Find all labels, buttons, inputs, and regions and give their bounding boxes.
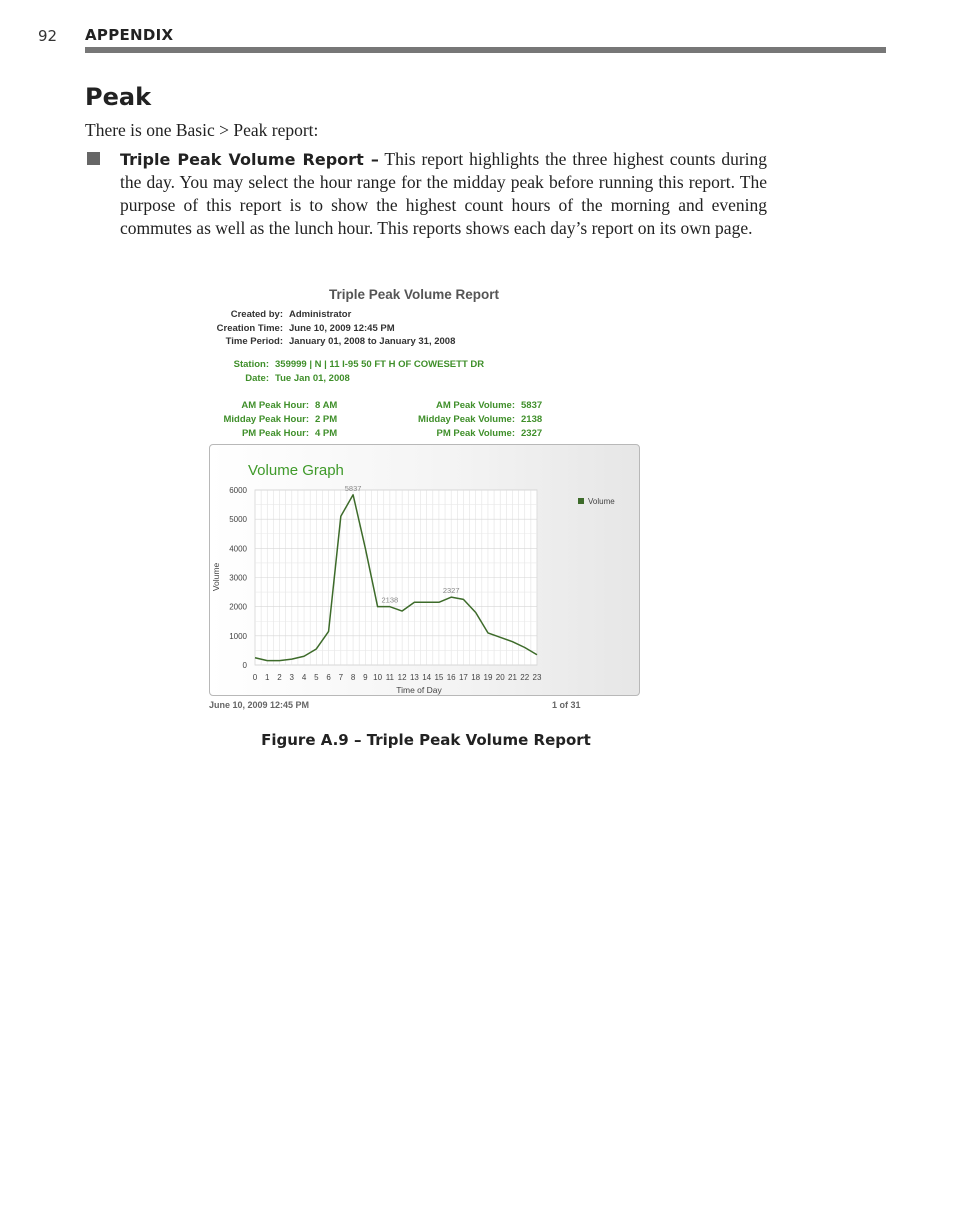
figure-caption: Figure A.9 – Triple Peak Volume Report xyxy=(261,731,591,749)
x-tick-label: 2 xyxy=(277,673,282,682)
peak-label: Midday Peak Hour: xyxy=(223,414,309,425)
x-tick-label: 6 xyxy=(326,673,331,682)
x-tick-label: 17 xyxy=(458,673,468,682)
report-title: Triple Peak Volume Report xyxy=(329,287,500,302)
intro-text: There is one Basic > Peak report: xyxy=(85,120,319,140)
station-value: 359999 | N | 11 I-95 50 FT H OF COWESETT DR xyxy=(275,359,485,370)
meta-value: January 01, 2008 to January 31, 2008 xyxy=(289,336,456,347)
y-tick-label: 2000 xyxy=(229,602,247,612)
volume-graph xyxy=(209,444,640,696)
header-rule xyxy=(85,47,886,53)
running-head: APPENDIX xyxy=(85,26,174,44)
report-footer-date: June 10, 2009 12:45 PM xyxy=(209,700,310,710)
peak-label: PM Peak Volume: xyxy=(436,428,515,439)
x-tick-label: 21 xyxy=(508,673,517,682)
x-tick-label: 14 xyxy=(422,673,432,682)
x-tick-label: 10 xyxy=(373,673,383,682)
peak-value: 8 AM xyxy=(315,400,338,411)
bullet-body: This report highlights the three highest counts during the day. You may select the hour range for the midday peak before running this report. The purpose of this report is to show the highest count hours of the morning and evening commutes as well as the lunch hour. This reports shows each day’s report on its own page. xyxy=(120,149,768,238)
y-tick-label: 6000 xyxy=(229,486,247,495)
x-tick-label: 19 xyxy=(483,673,493,682)
peak-label: AM Peak Volume: xyxy=(435,400,515,411)
report-footer-page: 1 of 31 xyxy=(552,700,581,710)
station-label: Station: xyxy=(233,359,269,370)
meta-value: June 10, 2009 12:45 PM xyxy=(289,323,395,334)
x-tick-label: 5 xyxy=(314,673,319,682)
x-tick-label: 15 xyxy=(434,673,444,682)
legend-swatch xyxy=(578,498,584,504)
legend-label: Volume xyxy=(588,497,615,506)
x-tick-label: 13 xyxy=(409,673,419,682)
y-tick-label: 5000 xyxy=(229,515,247,525)
peak-value: 2327 xyxy=(521,428,543,439)
x-axis-label: Time of Day xyxy=(396,685,442,695)
x-tick-label: 11 xyxy=(385,673,395,682)
data-label: 5837 xyxy=(344,483,362,493)
date-value: Tue Jan 01, 2008 xyxy=(275,373,350,384)
data-label: 2327 xyxy=(442,586,460,596)
peak-value: 4 PM xyxy=(315,428,338,439)
bullet-square-icon xyxy=(87,152,100,165)
x-tick-label: 22 xyxy=(520,673,530,682)
meta-value: Administrator xyxy=(289,309,352,320)
y-tick-label: 0 xyxy=(242,661,247,670)
x-tick-label: 23 xyxy=(532,673,542,682)
x-tick-label: 7 xyxy=(338,673,344,682)
peak-label: AM Peak Hour: xyxy=(241,400,309,411)
x-tick-label: 12 xyxy=(397,673,407,682)
meta-label: Created by: xyxy=(230,309,283,320)
x-tick-label: 20 xyxy=(495,673,505,682)
y-tick-label: 1000 xyxy=(229,631,247,641)
date-label: Date: xyxy=(245,373,269,384)
bullet-lead: Triple Peak Volume Report – xyxy=(120,150,379,169)
section-title: Peak xyxy=(85,83,152,111)
graph-title: Volume Graph xyxy=(248,462,344,479)
x-tick-label: 8 xyxy=(350,673,356,682)
grid xyxy=(255,490,537,665)
bullet-paragraph xyxy=(120,148,767,240)
y-axis-label: Volume xyxy=(211,562,221,592)
peak-label: PM Peak Hour: xyxy=(241,428,309,439)
y-tick-label: 4000 xyxy=(229,544,247,554)
page-number: 92 xyxy=(38,27,58,45)
x-tick-label: 3 xyxy=(289,673,295,682)
peak-value: 2 PM xyxy=(315,414,338,425)
peak-value: 5837 xyxy=(521,400,543,411)
x-tick-label: 4 xyxy=(301,673,307,682)
volume-graph-svg xyxy=(210,445,639,695)
meta-label: Creation Time: xyxy=(216,323,283,334)
peak-label: Midday Peak Volume: xyxy=(418,414,515,425)
x-tick-label: 1 xyxy=(265,673,270,682)
peak-value: 2138 xyxy=(521,414,543,425)
x-tick-label: 0 xyxy=(252,673,258,682)
y-tick-label: 3000 xyxy=(229,573,247,583)
data-label: 2138 xyxy=(381,595,399,605)
x-tick-label: 9 xyxy=(363,673,368,682)
x-tick-label: 16 xyxy=(446,673,456,682)
x-tick-label: 18 xyxy=(471,673,481,682)
meta-label: Time Period: xyxy=(225,336,283,347)
